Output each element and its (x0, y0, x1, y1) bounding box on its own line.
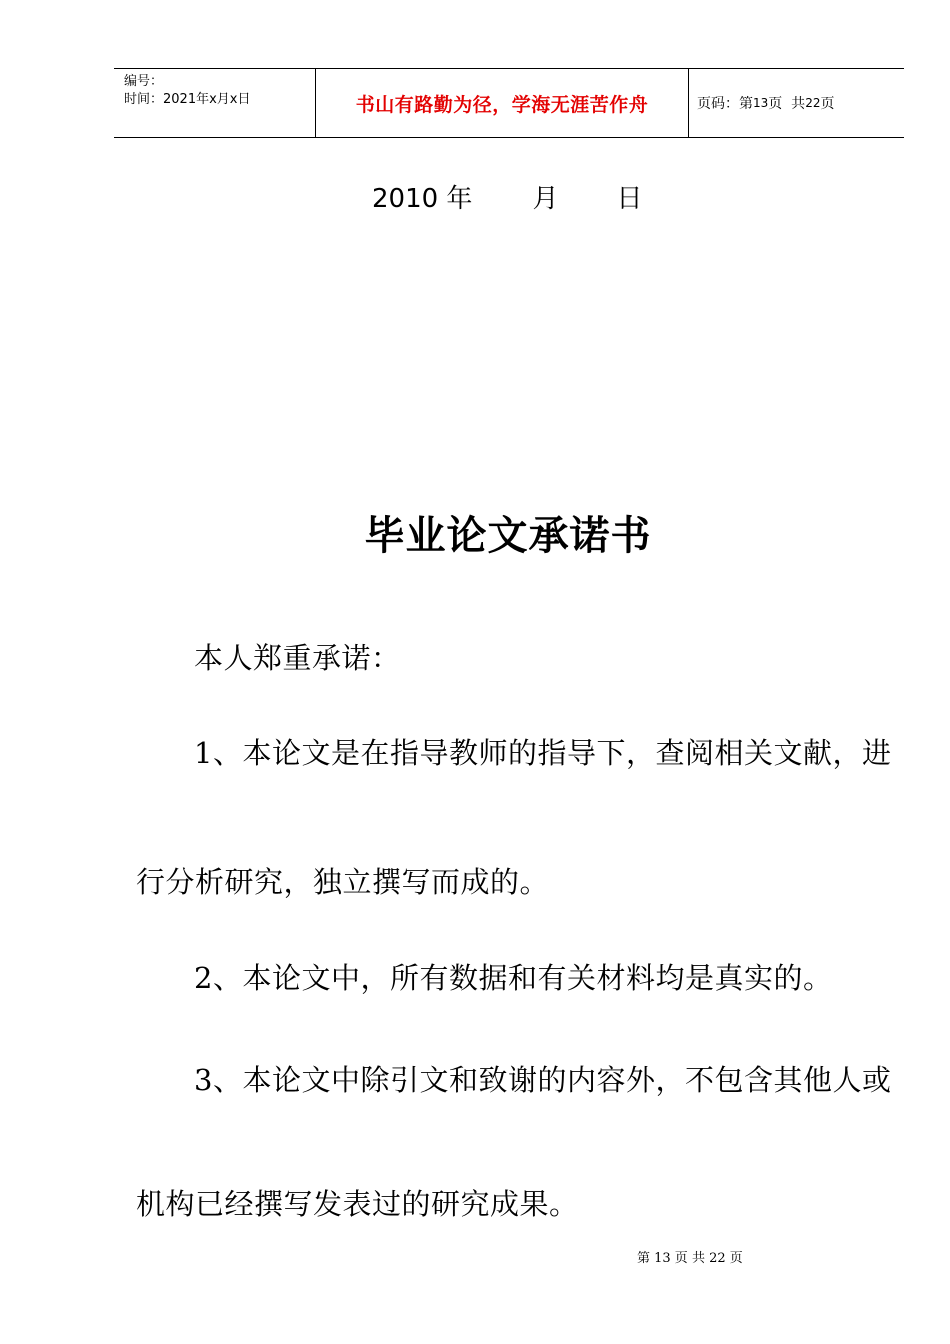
page-current: 13 (753, 96, 769, 110)
item-2: 2、本论文中，所有数据和有关材料均是真实的。 (194, 961, 833, 995)
header-motto-cell (316, 69, 689, 137)
header-motto: 书山有路勤为径，学海无涯苦作舟 (355, 93, 649, 116)
header-meta-cell (114, 69, 316, 137)
date-month: 月 (532, 184, 559, 214)
date-day: 日 (616, 184, 643, 214)
page-suffix: 页 (820, 96, 835, 112)
item-1-line-1: 1、本论文是在指导教师的指导下，查阅相关文献，进 (194, 736, 892, 770)
page-footer: 第 13 页 共 22 页 (637, 1251, 743, 1266)
page-prefix: 页码：第 (697, 96, 753, 112)
date-line (372, 178, 642, 215)
item-3-line-1: 3、本论文中除引文和致谢的内容外，不包含其他人或 (194, 1063, 892, 1097)
page-header (114, 68, 904, 138)
page-mid: 页 共 (768, 96, 806, 112)
time-label: 时间：2021年x月x日 (124, 92, 251, 107)
page-total: 22 (805, 96, 821, 110)
document-title: 毕业论文承诺书 (364, 513, 652, 559)
date-year: 2010 年 (372, 184, 473, 214)
header-page-cell (689, 69, 904, 137)
serial-number-label: 编号： (124, 74, 164, 89)
intro-paragraph: 本人郑重承诺： (194, 641, 401, 675)
item-3-line-2: 机构已经撰写发表过的研究成果。 (136, 1187, 579, 1221)
item-1-line-2: 行分析研究，独立撰写而成的。 (136, 865, 550, 899)
